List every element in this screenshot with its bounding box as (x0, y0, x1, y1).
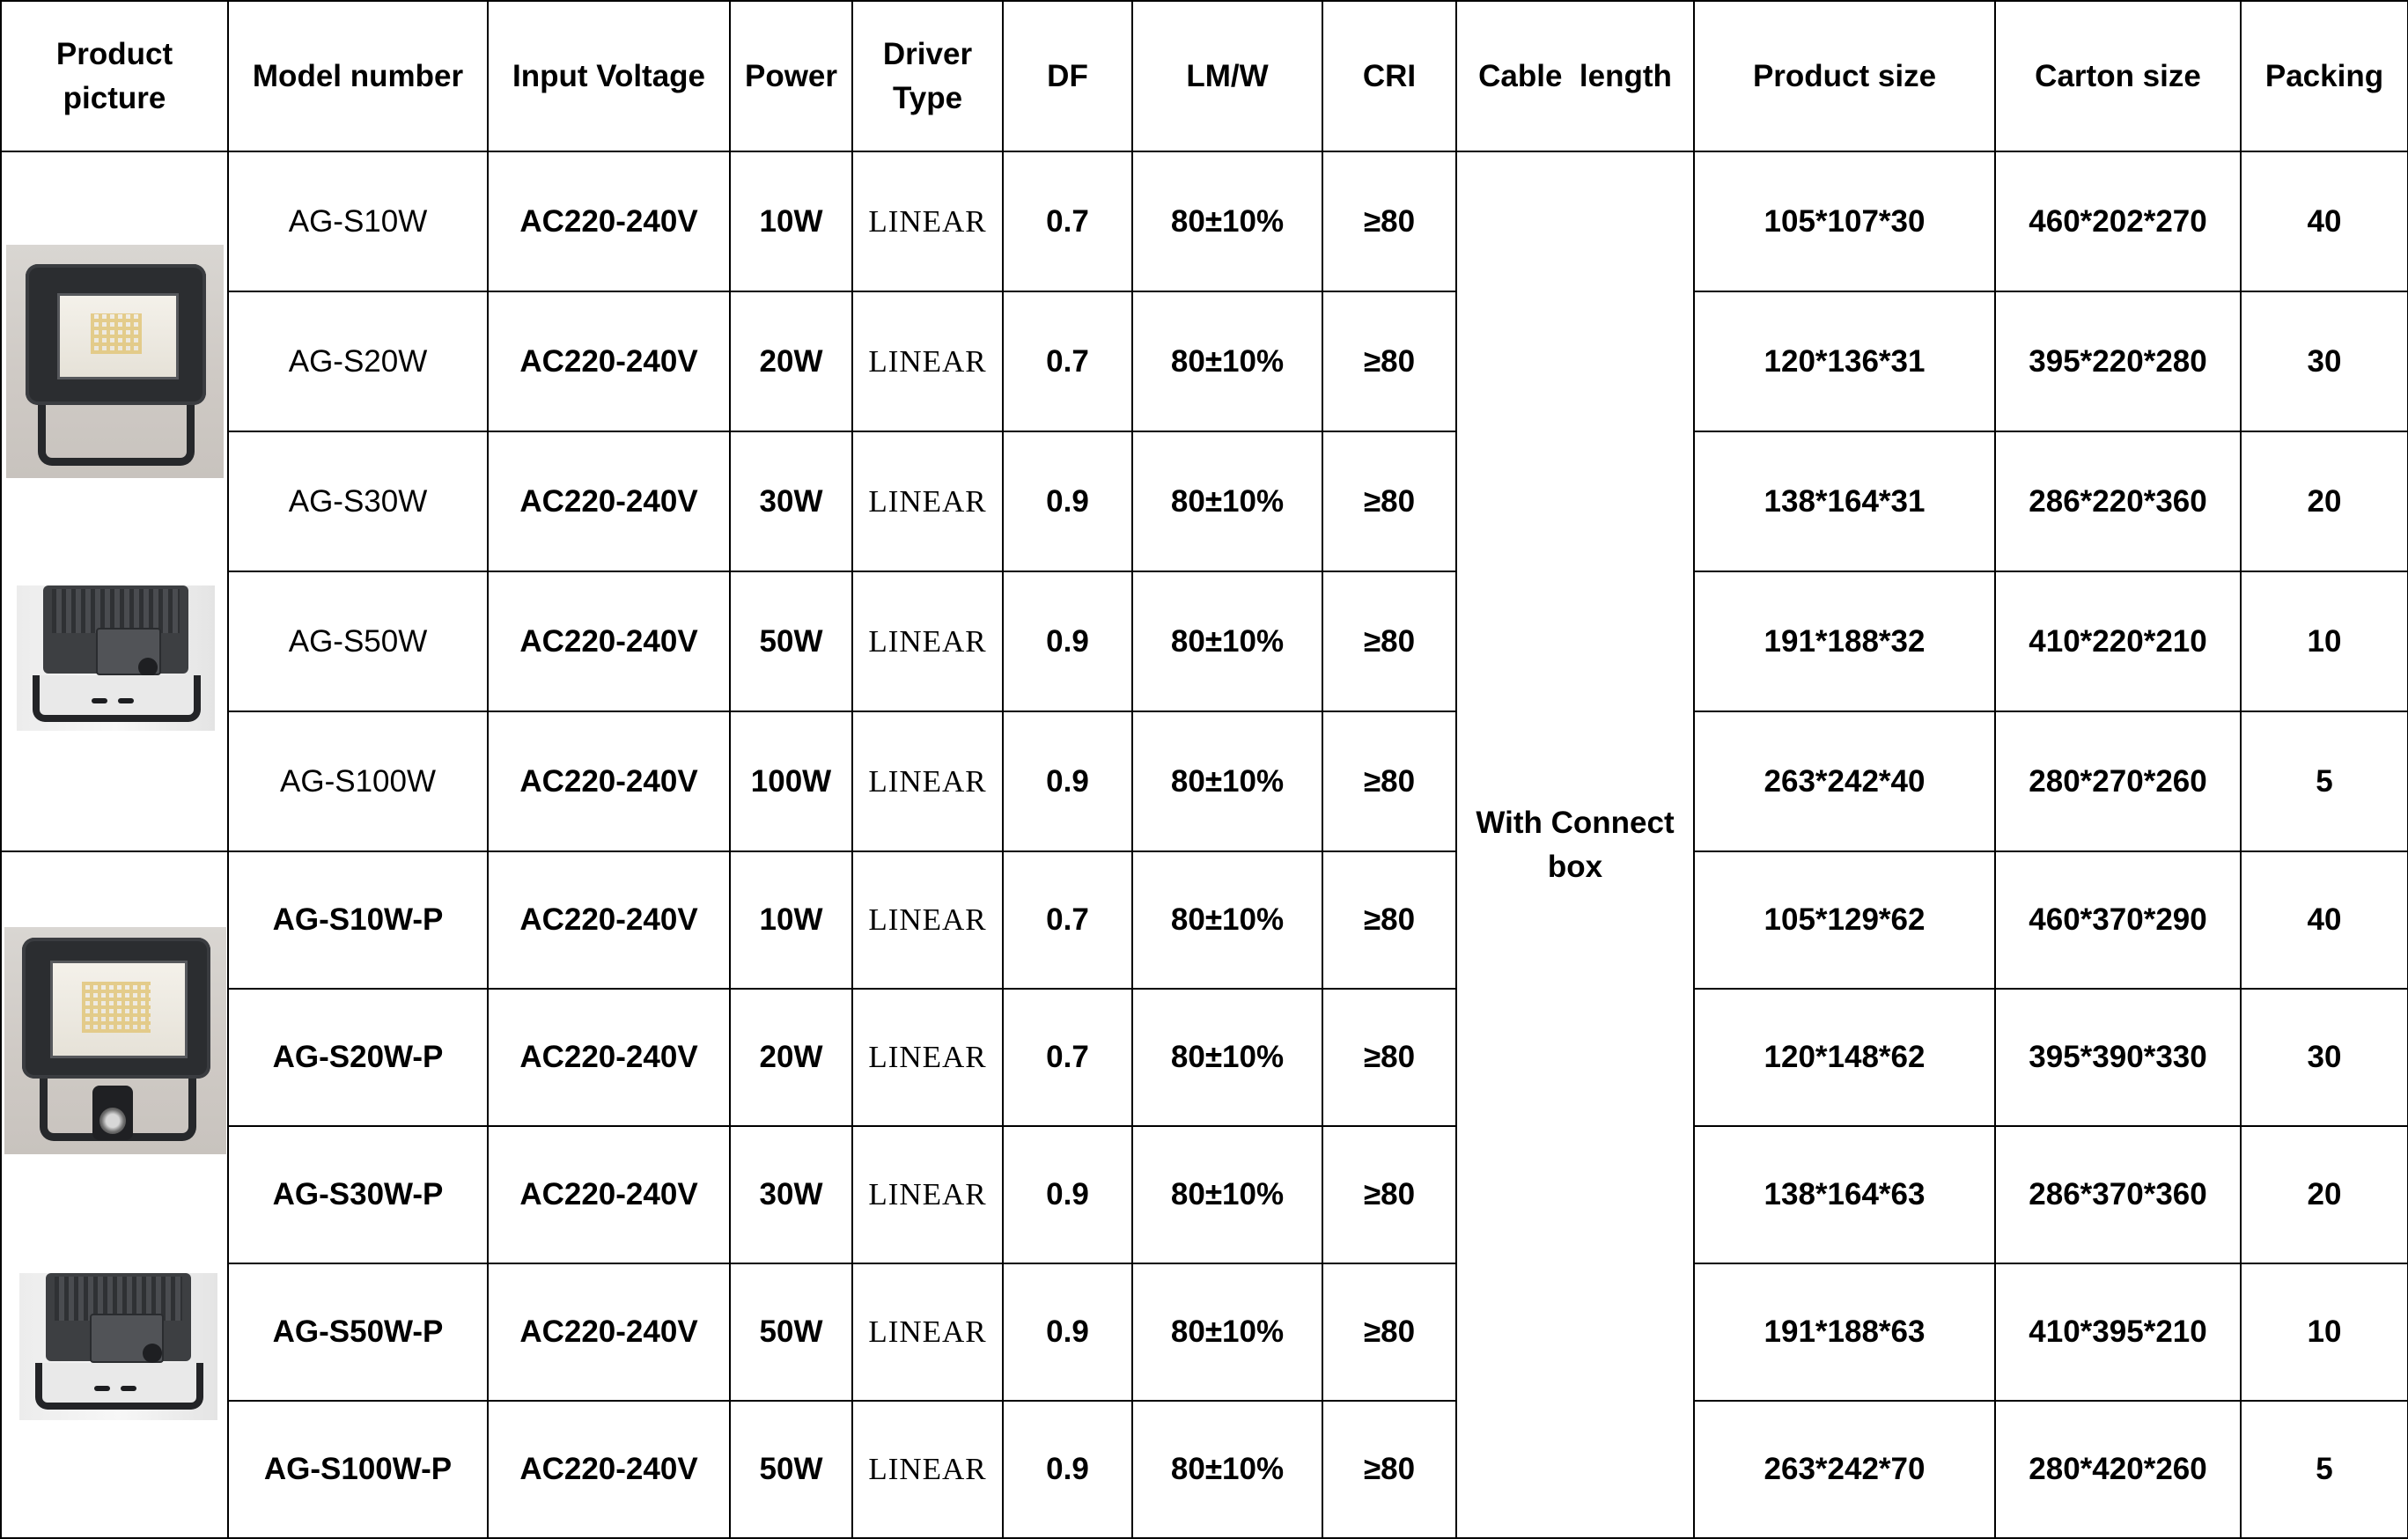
cable-gland-icon (143, 1344, 162, 1363)
df: 0.9 (1003, 1401, 1132, 1538)
cri: ≥80 (1322, 571, 1456, 711)
product-size: 138*164*63 (1694, 1126, 1995, 1263)
bracket-slot-icon (118, 698, 134, 703)
led-array-icon (91, 313, 142, 354)
product-size: 138*164*31 (1694, 431, 1995, 571)
input-voltage: AC220-240V (488, 1263, 730, 1401)
driver-type: LINEAR (852, 851, 1003, 989)
input-voltage: AC220-240V (488, 851, 730, 989)
carton-size: 460*202*270 (1995, 151, 2241, 291)
table-row (1, 571, 2408, 711)
packing: 20 (2241, 431, 2408, 571)
table-row (1, 711, 2408, 851)
cri: ≥80 (1322, 851, 1456, 989)
header-df: DF (1003, 1, 1132, 151)
df: 0.9 (1003, 1126, 1132, 1263)
df: 0.9 (1003, 1263, 1132, 1401)
lm-w: 80±10% (1132, 989, 1322, 1126)
mount-bracket-icon (33, 675, 201, 722)
driver-type: LINEAR (852, 1126, 1003, 1263)
driver-type: LINEAR (852, 291, 1003, 431)
carton-size: 286*370*360 (1995, 1126, 2241, 1263)
packing: 10 (2241, 571, 2408, 711)
bracket-slot-icon (94, 1386, 110, 1391)
df: 0.7 (1003, 291, 1132, 431)
power: 30W (730, 1126, 852, 1263)
df: 0.9 (1003, 431, 1132, 571)
table-row (1, 851, 2408, 989)
cable-gland-icon (138, 658, 158, 677)
packing: 20 (2241, 1126, 2408, 1263)
model-number: AG-S30W (228, 431, 488, 571)
cri: ≥80 (1322, 1126, 1456, 1263)
flood-light-sensor-back-photo (19, 1273, 217, 1420)
packing: 30 (2241, 989, 2408, 1126)
power: 10W (730, 151, 852, 291)
driver-type: LINEAR (852, 571, 1003, 711)
product-size: 120*148*62 (1694, 989, 1995, 1126)
df: 0.9 (1003, 711, 1132, 851)
driver-type: LINEAR (852, 711, 1003, 851)
power: 10W (730, 851, 852, 989)
flood-light-front-photo (6, 245, 224, 478)
power: 20W (730, 291, 852, 431)
lm-w: 80±10% (1132, 1263, 1322, 1401)
model-number: AG-S50W (228, 571, 488, 711)
packing: 30 (2241, 291, 2408, 431)
lm-w: 80±10% (1132, 851, 1322, 989)
power: 50W (730, 1263, 852, 1401)
df: 0.7 (1003, 989, 1132, 1126)
model-number: AG-S100W-P (228, 1401, 488, 1538)
header-cable-length: Cable length (1456, 1, 1694, 151)
product-size: 263*242*40 (1694, 711, 1995, 851)
power: 100W (730, 711, 852, 851)
mount-bracket-icon (35, 1363, 203, 1410)
cri: ≥80 (1322, 1263, 1456, 1401)
header-lm-w: LM/W (1132, 1, 1322, 151)
bracket-slot-icon (92, 698, 107, 703)
carton-size: 410*395*210 (1995, 1263, 2241, 1401)
driver-type: LINEAR (852, 989, 1003, 1126)
table-row (1, 1263, 2408, 1401)
mount-bracket-icon (38, 405, 195, 466)
product-picture-cell-sensor (1, 851, 228, 1538)
model-number: AG-S10W (228, 151, 488, 291)
carton-size: 395*390*330 (1995, 989, 2241, 1126)
model-number: AG-S20W-P (228, 989, 488, 1126)
table-row (1, 291, 2408, 431)
carton-size: 286*220*360 (1995, 431, 2241, 571)
bracket-slot-icon (121, 1386, 136, 1391)
header-driver-type: Driver Type (852, 1, 1003, 151)
table-row (1, 989, 2408, 1126)
carton-size: 460*370*290 (1995, 851, 2241, 989)
lm-w: 80±10% (1132, 571, 1322, 711)
power: 50W (730, 1401, 852, 1538)
input-voltage: AC220-240V (488, 151, 730, 291)
flood-light-back-photo (17, 585, 215, 731)
cri: ≥80 (1322, 291, 1456, 431)
driver-type: LINEAR (852, 1263, 1003, 1401)
header-packing: Packing (2241, 1, 2408, 151)
lm-w: 80±10% (1132, 431, 1322, 571)
header-model-number: Model number (228, 1, 488, 151)
input-voltage: AC220-240V (488, 291, 730, 431)
carton-size: 280*420*260 (1995, 1401, 2241, 1538)
packing: 5 (2241, 711, 2408, 851)
sensor-eye-icon (99, 1108, 126, 1134)
cri: ≥80 (1322, 431, 1456, 571)
header-product-picture: Product picture (1, 1, 228, 151)
table-row (1, 431, 2408, 571)
model-number: AG-S50W-P (228, 1263, 488, 1401)
cable-length-value: With Connect box (1456, 151, 1694, 1538)
input-voltage: AC220-240V (488, 431, 730, 571)
heatsink-fins-icon (52, 589, 180, 633)
header-row (1, 1, 2408, 151)
header-cri: CRI (1322, 1, 1456, 151)
product-size: 105*107*30 (1694, 151, 1995, 291)
table-row (1, 151, 2408, 291)
header-product-size: Product size (1694, 1, 1995, 151)
carton-size: 410*220*210 (1995, 571, 2241, 711)
power: 30W (730, 431, 852, 571)
led-array-icon (82, 982, 151, 1033)
input-voltage: AC220-240V (488, 1401, 730, 1538)
lm-w: 80±10% (1132, 291, 1322, 431)
model-number: AG-S10W-P (228, 851, 488, 989)
product-size: 263*242*70 (1694, 1401, 1995, 1538)
model-number: AG-S20W (228, 291, 488, 431)
product-size: 105*129*62 (1694, 851, 1995, 989)
table-row (1, 1401, 2408, 1538)
lm-w: 80±10% (1132, 711, 1322, 851)
input-voltage: AC220-240V (488, 571, 730, 711)
product-size: 191*188*32 (1694, 571, 1995, 711)
input-voltage: AC220-240V (488, 711, 730, 851)
model-number: AG-S100W (228, 711, 488, 851)
df: 0.9 (1003, 571, 1132, 711)
header-carton-size: Carton size (1995, 1, 2241, 151)
lm-w: 80±10% (1132, 1126, 1322, 1263)
power: 20W (730, 989, 852, 1126)
driver-type: LINEAR (852, 1401, 1003, 1538)
cri: ≥80 (1322, 711, 1456, 851)
packing: 10 (2241, 1263, 2408, 1401)
model-number: AG-S30W-P (228, 1126, 488, 1263)
header-input-voltage: Input Voltage (488, 1, 730, 151)
df: 0.7 (1003, 151, 1132, 291)
driver-type: LINEAR (852, 151, 1003, 291)
packing: 5 (2241, 1401, 2408, 1538)
product-size: 120*136*31 (1694, 291, 1995, 431)
product-picture-cell-standard (1, 151, 228, 851)
carton-size: 395*220*280 (1995, 291, 2241, 431)
power: 50W (730, 571, 852, 711)
packing: 40 (2241, 151, 2408, 291)
driver-type: LINEAR (852, 431, 1003, 571)
lm-w: 80±10% (1132, 1401, 1322, 1538)
input-voltage: AC220-240V (488, 989, 730, 1126)
carton-size: 280*270*260 (1995, 711, 2241, 851)
cri: ≥80 (1322, 151, 1456, 291)
input-voltage: AC220-240V (488, 1126, 730, 1263)
flood-light-sensor-front-photo (4, 927, 226, 1154)
lm-w: 80±10% (1132, 151, 1322, 291)
table-row (1, 1126, 2408, 1263)
header-power: Power (730, 1, 852, 151)
cri: ≥80 (1322, 989, 1456, 1126)
product-size: 191*188*63 (1694, 1263, 1995, 1401)
df: 0.7 (1003, 851, 1132, 989)
packing: 40 (2241, 851, 2408, 989)
cri: ≥80 (1322, 1401, 1456, 1538)
